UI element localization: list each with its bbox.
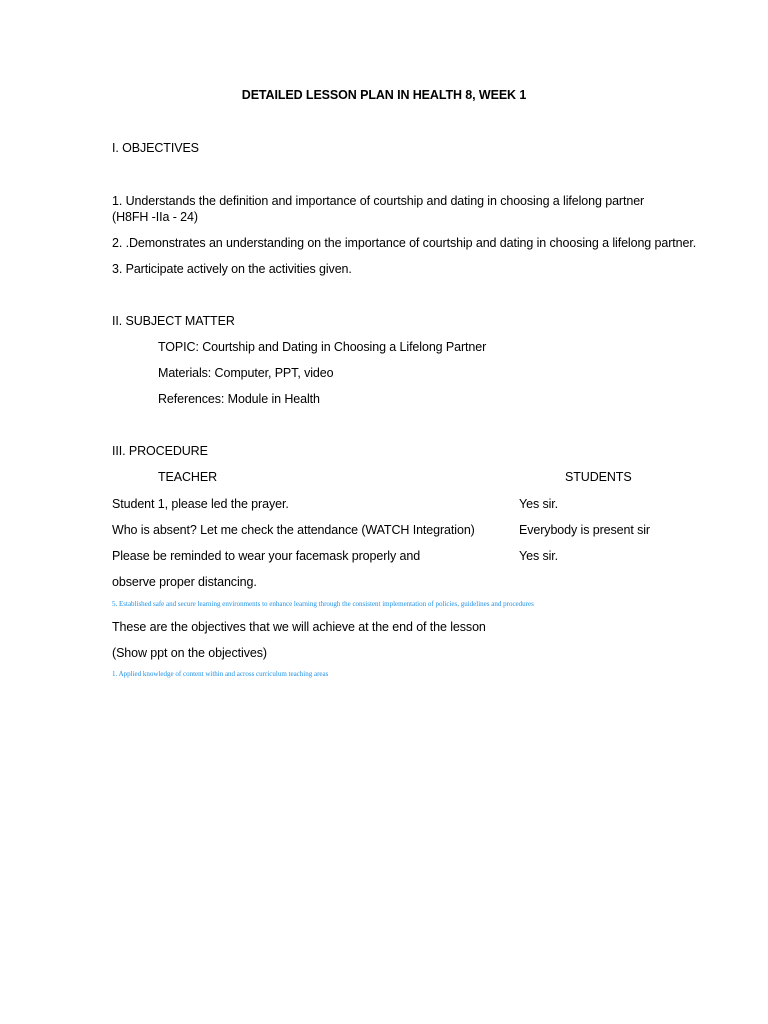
teacher-line: Please be reminded to wear your facemask properly and: [112, 549, 421, 563]
topic-line: TOPIC: Courtship and Dating in Choosing a Lifelong Partner: [158, 340, 487, 354]
teacher-column-label: TEACHER: [158, 470, 218, 484]
procedure-heading: III. PROCEDURE: [112, 444, 208, 458]
objective-item: 1. Understands the definition and importance of courtship and dating in choosing a lifelong partner (H8FH -IIa - 24): [112, 194, 645, 224]
teacher-line: Student 1, please led the prayer.: [112, 497, 289, 511]
subject-matter-heading: II. SUBJECT MATTER: [112, 314, 235, 328]
student-line: Yes sir.: [519, 549, 559, 563]
teacher-line: Who is absent? Let me check the attendance (WATCH Integration): [112, 523, 475, 537]
references-line: References: Module in Health: [158, 392, 320, 406]
objective-item: 2. .Demonstrates an understanding on the importance of courtship and dating in choosing a lifelong partner.: [112, 236, 697, 250]
document-title: DETAILED LESSON PLAN IN HEALTH 8, WEEK 1: [241, 88, 527, 102]
students-column-label: STUDENTS: [565, 470, 632, 484]
teacher-line: observe proper distancing.: [112, 575, 257, 589]
objectives-heading: I. OBJECTIVES: [112, 141, 199, 155]
ppst-note: 5. Established safe and secure learning environments to enhance learning through the consistent implementation of policies, guidelines and procedures: [112, 600, 534, 608]
show-ppt-line: (Show ppt on the objectives): [112, 646, 267, 660]
objectives-statement: These are the objectives that we will achieve at the end of the lesson: [112, 620, 486, 634]
ppst-note: 1. Applied knowledge of content within and across curriculum teaching areas: [112, 670, 329, 678]
objective-item: 3. Participate actively on the activities given.: [112, 262, 352, 276]
materials-line: Materials: Computer, PPT, video: [158, 366, 334, 380]
student-line: Yes sir.: [519, 497, 559, 511]
student-line: Everybody is present sir: [519, 523, 650, 537]
